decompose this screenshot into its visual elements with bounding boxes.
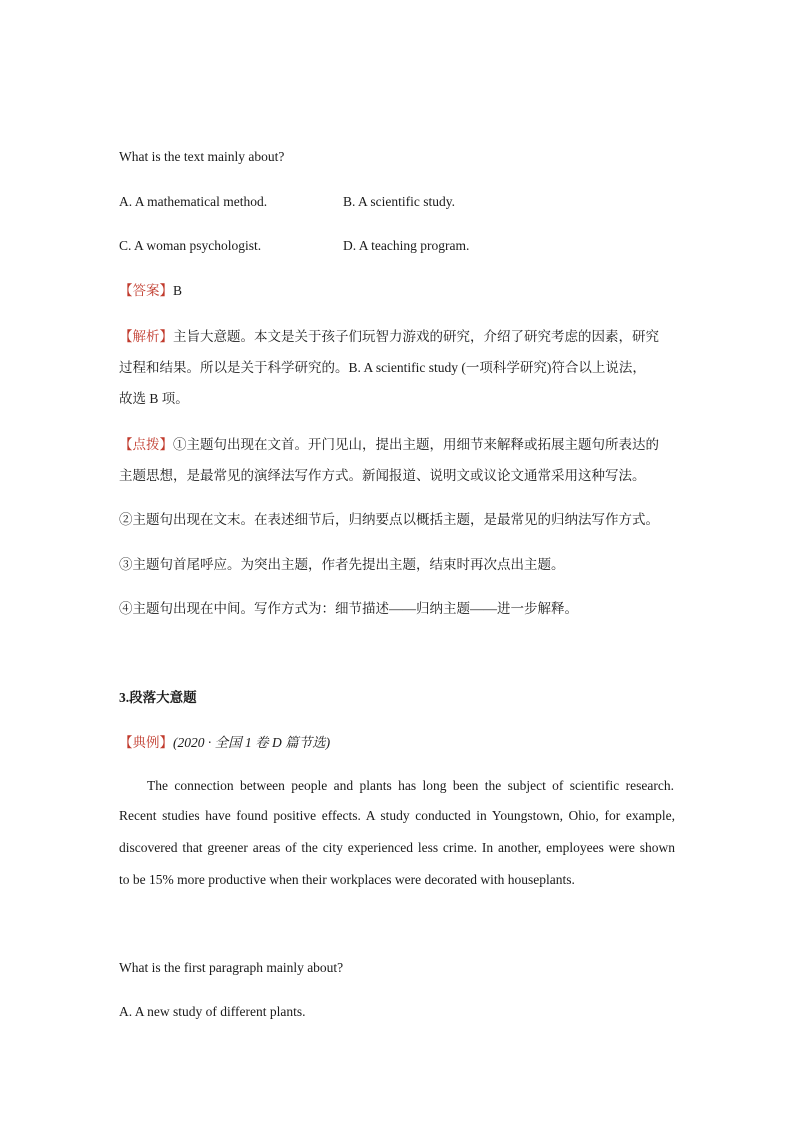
example-line: [119, 734, 330, 752]
q1-option-b: B. A scientific study.: [343, 194, 455, 209]
example-tag: 【典例】: [119, 735, 173, 750]
tips-tag: 【点拨】: [119, 437, 173, 452]
analysis-line-2: 过程和结果。所以是关于科学研究的。B. A scientific study (一项科学研究)符合以上说法，: [119, 360, 646, 375]
analysis-line-1: [119, 328, 659, 346]
passage-line-2: Recent studies have found positive effects. A study conducted in Youngstown, Ohio, for example,: [119, 808, 675, 823]
tips-line-5: ④主题句出现在中间。写作方式为：细节描述——归纳主题——进一步解释。: [119, 601, 578, 616]
question-2: What is the first paragraph mainly about?: [119, 960, 344, 975]
tips-line-2: 主题思想，是最常见的演绎法写作方式。新闻报道、说明文或议论文通常采用这种写法。: [119, 468, 646, 483]
q2-option-a: A. A new study of different plants.: [119, 1004, 306, 1019]
tips-line-1: [119, 436, 659, 454]
q1-option-c: C. A woman psychologist.: [119, 238, 262, 253]
example-source: (2020 · 全国 1 卷 D 篇节选): [173, 735, 331, 750]
answer-line: [119, 282, 182, 300]
tips-line-3: ②主题句出现在文末。在表述细节后，归纳要点以概括主题，是最常见的归纳法写作方式。: [119, 512, 659, 527]
analysis-line-3: 故选 B 项。: [119, 391, 189, 406]
passage-line-4: to be 15% more productive when their workplaces were decorated with houseplants.: [119, 872, 575, 887]
answer-tag: 【答案】: [119, 283, 173, 298]
analysis-tag: 【解析】: [119, 329, 173, 344]
tips-text-1: ①主题句出现在文首。开门见山，提出主题，用细节来解释或拓展主题句所表达的: [173, 437, 659, 452]
section-heading: 3.段落大意题: [119, 690, 197, 705]
passage-line-1: The connection between people and plants has long been the subject of scientific research.: [147, 778, 674, 793]
q1-option-a: A. A mathematical method.: [119, 194, 268, 209]
answer-value: B: [173, 283, 183, 298]
question-1: What is the text mainly about?: [119, 149, 285, 164]
tips-line-4: ③主题句首尾呼应。为突出主题，作者先提出主题，结束时再次点出主题。: [119, 557, 565, 572]
passage-line-3: discovered that greener areas of the city experienced less crime. In another, employees were shown: [119, 840, 675, 855]
analysis-text-1: 主旨大意题。本文是关于孩子们玩智力游戏的研究，介绍了研究考虑的因素，研究: [173, 329, 659, 344]
q1-option-d: D. A teaching program.: [343, 238, 470, 253]
